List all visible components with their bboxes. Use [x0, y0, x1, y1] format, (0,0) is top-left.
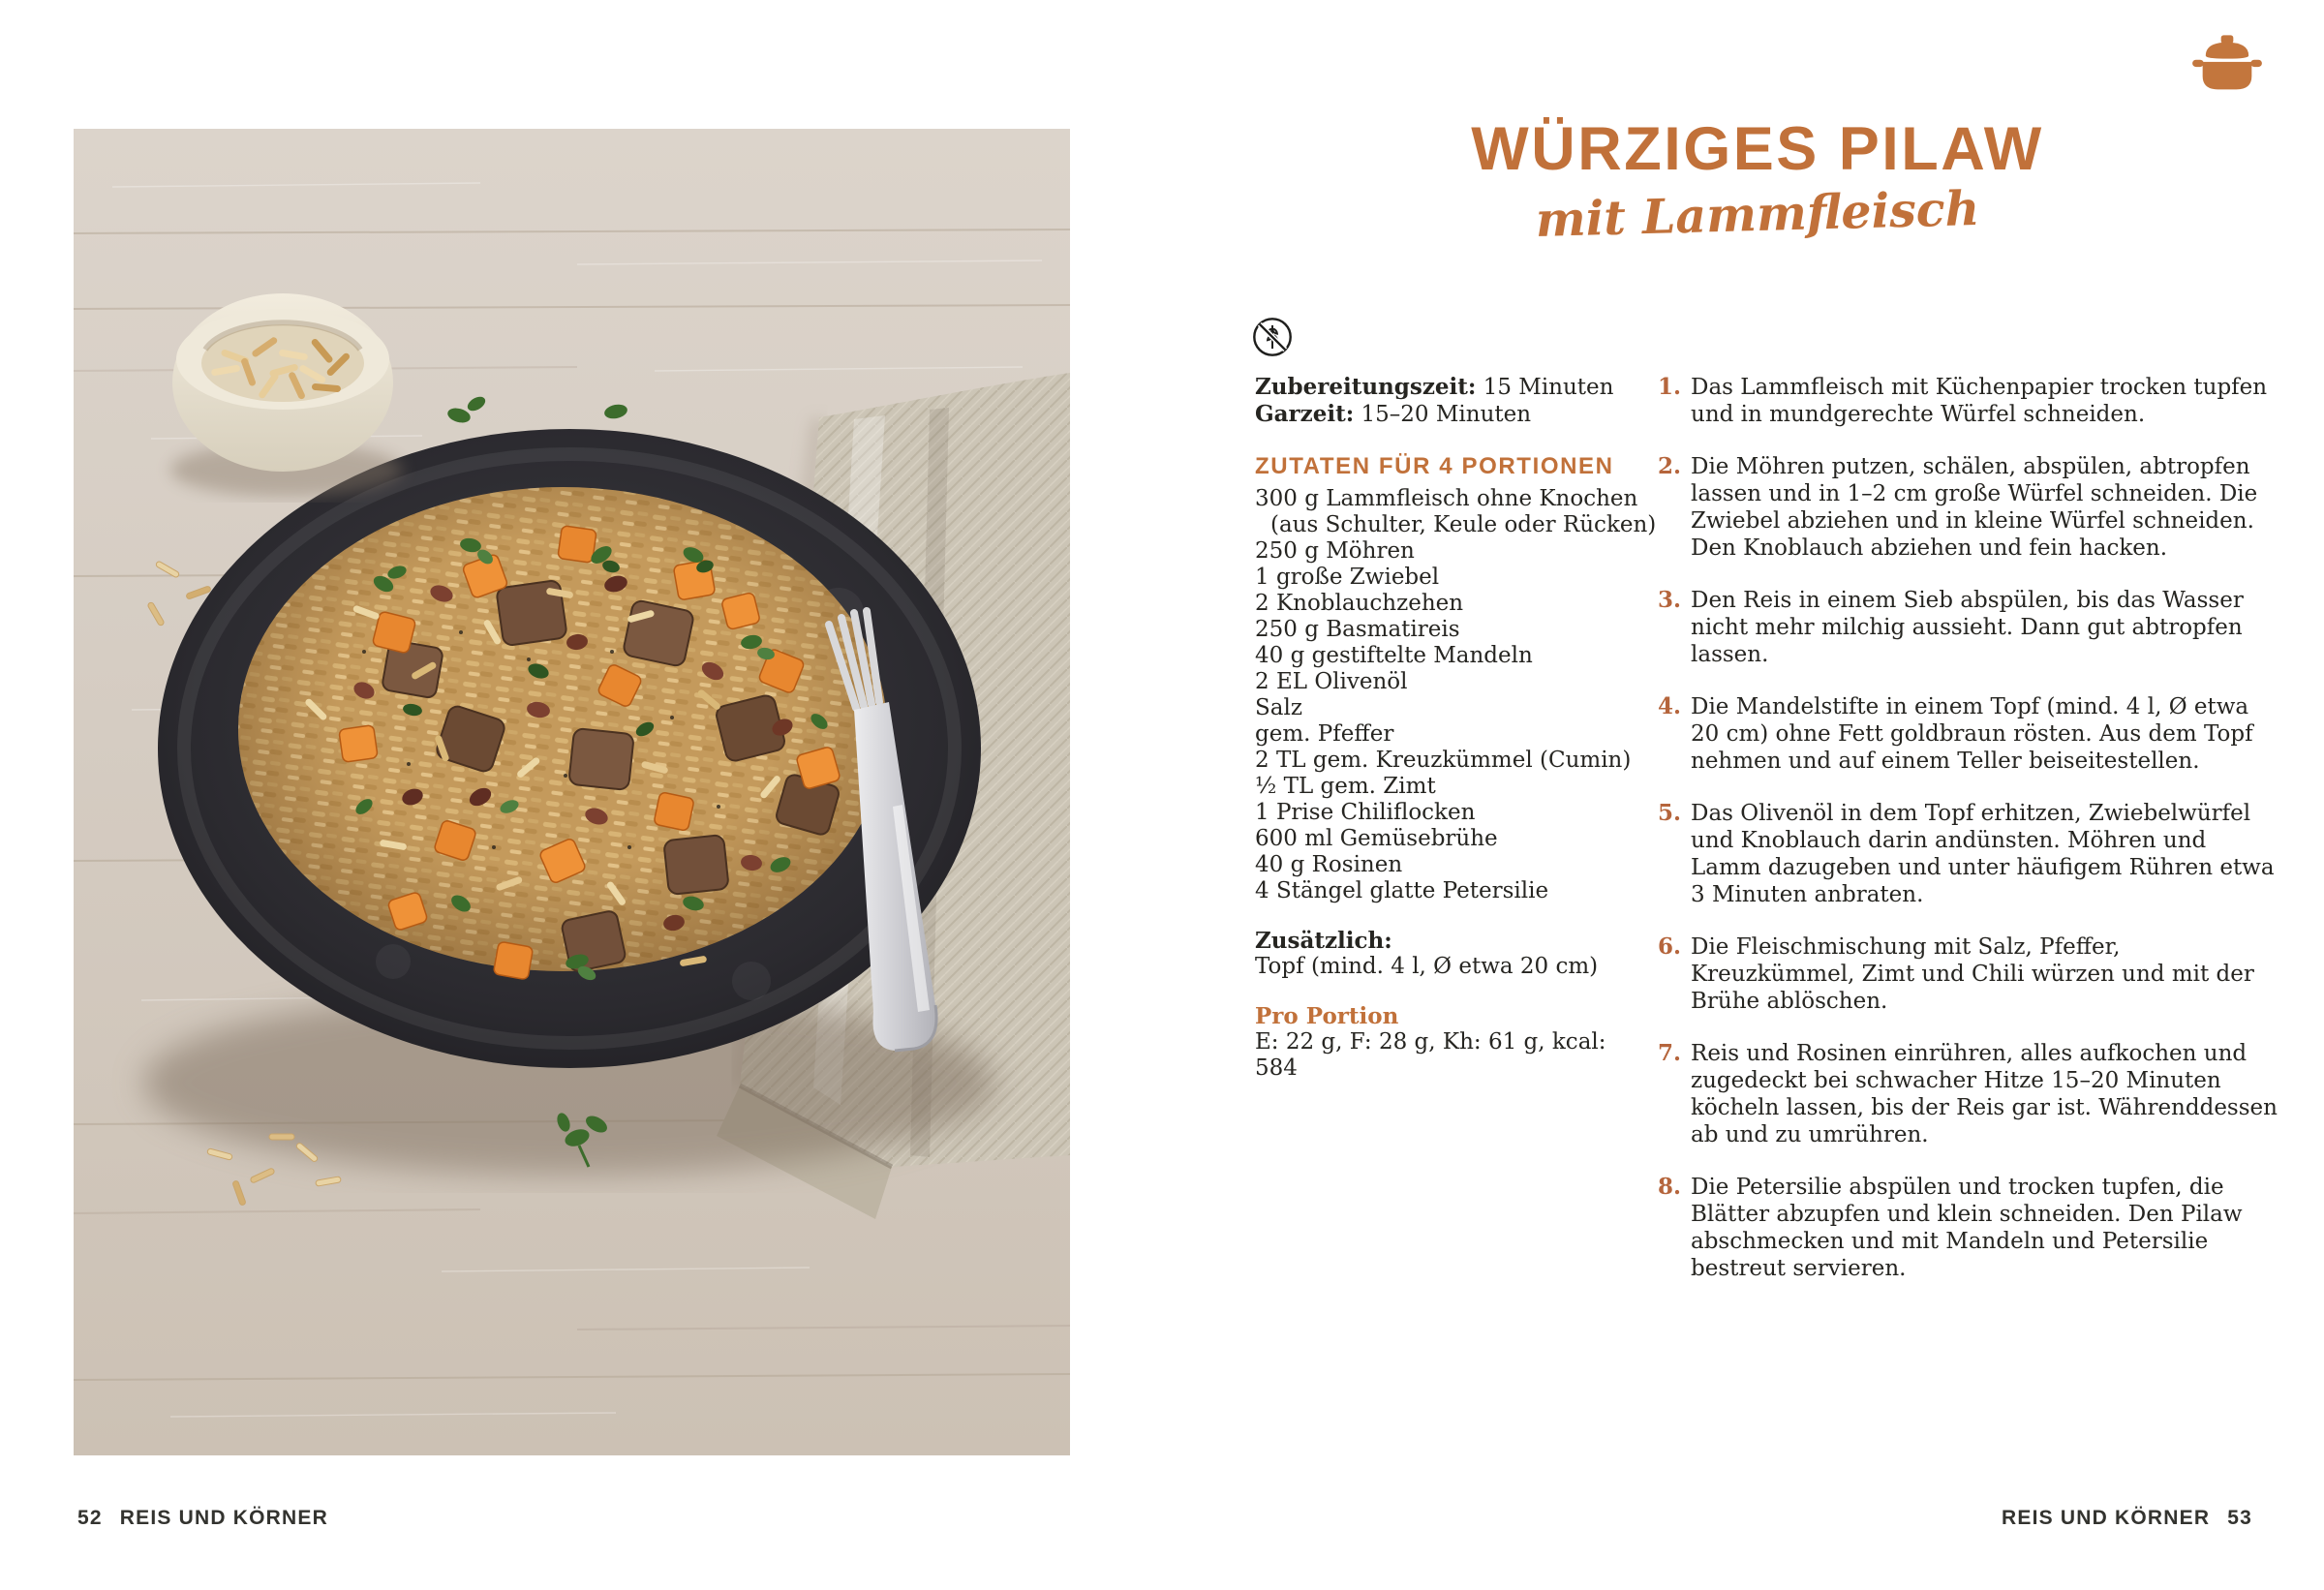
step-text: Das Olivenöl in dem Topf erhitzen, Zwiebelwürfel und Knoblauch darin andünsten. Möhren und Lamm dazugeben und unter häufigem Rühren etwa 3 Minuten anbraten.	[1691, 801, 2275, 907]
step-number: 1.	[1658, 374, 1682, 400]
extra-value: Topf (mind. 4 l, Ø etwa 20 cm)	[1255, 954, 1599, 979]
prep-time	[1255, 374, 1652, 401]
step-item	[1658, 453, 2282, 562]
prep-time-value: 15 Minuten	[1483, 375, 1614, 400]
extra-header: Zusätzlich:	[1255, 928, 1392, 954]
gluten-free-icon	[1251, 316, 1294, 358]
steps-column	[1658, 374, 2282, 1307]
step-item	[1658, 693, 2282, 775]
ingredient-line: gem. Pfeffer	[1255, 721, 1394, 747]
ingredient-line: 600 ml Gemüsebrühe	[1255, 826, 1498, 851]
ingredient-line: 1 Prise Chiliflocken	[1255, 800, 1476, 825]
step-item	[1658, 933, 2282, 1015]
step-number: 8.	[1658, 1174, 1682, 1200]
step-text: Reis und Rosinen einrühren, alles aufkochen und zugedeckt bei schwacher Hitze 15–20 Minuten köcheln lassen, bis der Reis gar ist. Währenddessen ab und zu umrühren.	[1691, 1041, 2278, 1147]
ingredient-line: 1 große Zwiebel	[1255, 565, 1440, 590]
step-item	[1658, 374, 2282, 428]
step-item	[1658, 1174, 2282, 1282]
footer-left	[77, 1507, 328, 1530]
ingredient-line: 250 g Möhren	[1255, 538, 1415, 564]
ingredients-column	[1255, 374, 1657, 1082]
chapter-title-right: REIS UND KÖRNER	[2002, 1507, 2211, 1529]
ingredient-line: Salz	[1255, 695, 1302, 720]
step-number: 7.	[1658, 1040, 1682, 1066]
ingredient-line: 300 g Lammfleisch ohne Knochen	[1255, 486, 1638, 511]
recipe-title: WÜRZIGES PILAW	[1471, 115, 2044, 183]
per-portion-header: Pro Portion	[1255, 1003, 1399, 1029]
cook-time-label: Garzeit:	[1255, 401, 1355, 427]
step-number: 4.	[1658, 693, 1682, 719]
step-item	[1658, 1040, 2282, 1148]
ingredient-line: 2 TL gem. Kreuzkümmel (Cumin)	[1255, 748, 1632, 773]
step-text: Das Lammfleisch mit Küchenpapier trocken tupfen und in mundgerechte Würfel schneiden.	[1691, 375, 2268, 427]
chapter-title-left: REIS UND KÖRNER	[119, 1507, 328, 1529]
ingredient-line: 40 g gestiftelte Mandeln	[1255, 643, 1533, 668]
step-number: 2.	[1658, 453, 1682, 479]
recipe-subtitle: mit Lammfleisch	[1535, 180, 1980, 249]
ingredient-line: 2 Knoblauchzehen	[1255, 591, 1464, 616]
cook-time-value: 15–20 Minuten	[1361, 402, 1532, 427]
footer-right	[2002, 1507, 2252, 1530]
step-text: Die Petersilie abspülen und trocken tupfen, die Blätter abzupfen und klein schneiden. Den Pilaw abschmecken und mit Mandeln und Petersilie bestreut servieren.	[1691, 1175, 2243, 1281]
nutrition-line: E: 22 g, F: 28 g, Kh: 61 g, kcal: 584	[1255, 1029, 1606, 1081]
prep-time-label: Zubereitungszeit:	[1255, 374, 1477, 400]
step-text: Die Möhren putzen, schälen, abspülen, abtropfen lassen und in 1–2 cm große Würfel schneiden. Die Zwiebel abziehen und in kleine Würfel schneiden. Den Knoblauch abziehen und fein hacken.	[1691, 454, 2258, 561]
ingredients-list	[1255, 486, 1657, 904]
step-item	[1658, 587, 2282, 668]
cook-time	[1255, 401, 1652, 428]
ingredients-header: ZUTATEN FÜR 4 PORTIONEN	[1255, 453, 1614, 479]
step-text: Den Reis in einem Sieb abspülen, bis das Wasser nicht mehr milchig aussieht. Dann gut abtropfen lassen.	[1691, 588, 2244, 667]
step-item	[1658, 800, 2282, 908]
step-number: 3.	[1658, 587, 1682, 613]
ingredient-line: ½ TL gem. Zimt	[1255, 774, 1436, 799]
step-number: 5.	[1658, 800, 1682, 826]
ingredient-line: 250 g Basmatireis	[1255, 617, 1460, 642]
food-photo	[74, 129, 1070, 1455]
ingredient-line: 2 EL Olivenöl	[1255, 669, 1408, 694]
pot-icon	[2190, 35, 2264, 95]
step-text: Die Mandelstifte in einem Topf (mind. 4 l, Ø etwa 20 cm) ohne Fett goldbraun rösten. Aus dem Topf nehmen und auf einem Teller beiseitestellen.	[1691, 694, 2253, 774]
page-number-left: 52	[77, 1507, 103, 1529]
page-number-right: 53	[2227, 1507, 2252, 1529]
ingredient-line: 40 g Rosinen	[1255, 852, 1403, 877]
step-text: Die Fleischmischung mit Salz, Pfeffer, Kreuzkümmel, Zimt und Chili würzen und mit der Brühe ablöschen.	[1691, 934, 2254, 1014]
ingredient-line: 4 Stängel glatte Petersilie	[1255, 878, 1549, 903]
ingredient-line: (aus Schulter, Keule oder Rücken)	[1270, 512, 1657, 537]
food-photo-scene	[74, 129, 1070, 1455]
step-number: 6.	[1658, 933, 1682, 960]
